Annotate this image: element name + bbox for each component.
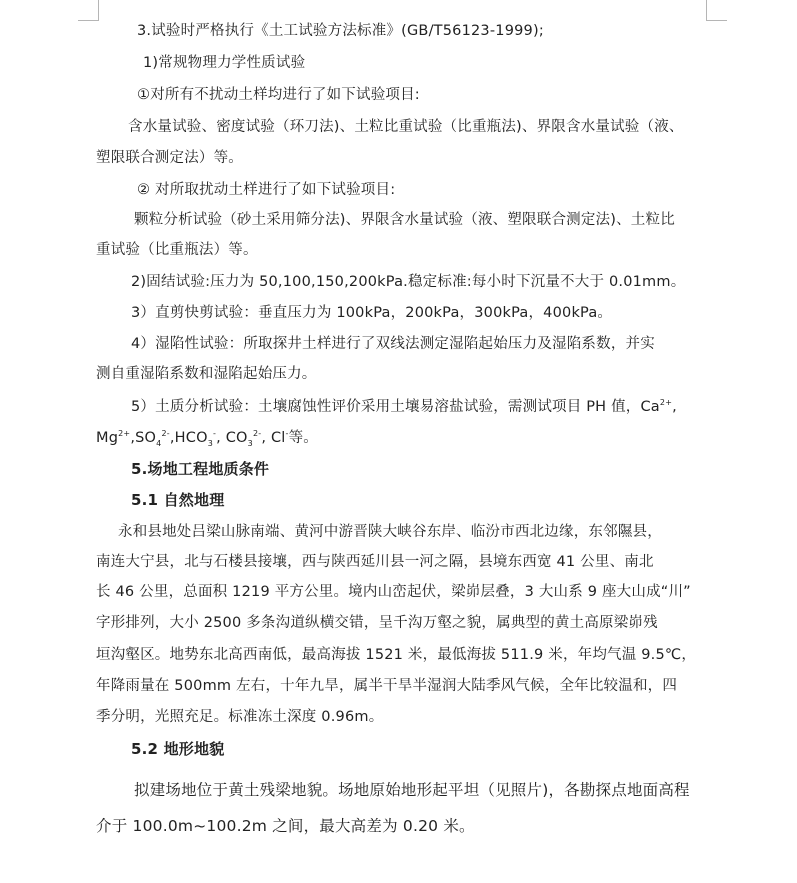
text-line: 永和县地处吕梁山脉南端、黄河中游晋陕大峡谷东岸、临汾市西北边缘，东邻隰县， xyxy=(118,524,662,540)
text-line: 季分明，光照充足。标准冻土深度 0.96m。 xyxy=(96,709,384,725)
page-corner-mark-right xyxy=(706,0,727,21)
text-line: 垣沟壑区。地势东北高西南低，最高海拔 1521 米，最低海拔 511.9 米，年均气温 9.5℃， xyxy=(96,647,697,663)
text-line: 5）土质分析试验：土壤腐蚀性评价采用土壤易溶盐试验，需测试项目 PH 值，$Ca^{2+}$, xyxy=(131,398,677,415)
superscript: 2+ xyxy=(659,398,673,408)
subscript: 4 xyxy=(156,438,162,448)
superscript: 2- xyxy=(252,429,262,439)
text-line: 南连大宁县，北与石楼县接壤，西与陕西延川县一河之隔，县境东西宽 41 公里、南北 xyxy=(96,554,654,570)
subscript: 3 xyxy=(207,438,213,448)
text-segment: Mg xyxy=(96,430,119,446)
text-line: 重试验（比重瓶法）等。 xyxy=(96,242,258,258)
text-segment: 等。 xyxy=(288,430,319,446)
text-segment: 5）土质分析试验：土壤腐蚀性评价采用土壤易溶盐试验，需测试项目 PH 值，Ca xyxy=(131,399,660,415)
text-line: 测自重湿陷系数和湿陷起始压力。 xyxy=(96,366,317,382)
subsection-heading: 5.2 地形地貌 xyxy=(131,740,225,758)
superscript: - xyxy=(285,429,289,439)
subscript: 3 xyxy=(247,438,253,448)
text-segment: , CO xyxy=(216,430,248,446)
ion-formula-line xyxy=(96,428,716,448)
section-heading: 5.场地工程地质条件 xyxy=(131,460,270,478)
text-line: 介于 100.0m~100.2m 之间，最大高差为 0.20 米。 xyxy=(96,817,475,835)
page-corner-mark-left xyxy=(78,0,99,21)
superscript: 2+ xyxy=(118,429,131,439)
text-line: 塑限联合测定法）等。 xyxy=(96,150,243,166)
superscript: 2- xyxy=(161,429,170,439)
text-line: ①对所有不扰动土样均进行了如下试验项目: xyxy=(137,87,420,103)
subsection-heading: 5.1 自然地理 xyxy=(131,491,225,509)
text-line: 2)固结试验:压力为 50,100,150,200kPa.稳定标准:每小时下沉量不大于 0.01mm。 xyxy=(131,274,686,290)
text-line: 含水量试验、密度试验（环刀法)、土粒比重试验（比重瓶法)、界限含水量试验（液、 xyxy=(128,119,684,135)
text-segment: ,SO xyxy=(130,430,157,446)
text-line: 长 46 公里，总面积 1219 平方公里。境内山峦起伏，梁峁层叠，3 大山系 9 座大山成“川” xyxy=(96,584,691,600)
text-line: 3）直剪快剪试验：垂直压力为 100kPa，200kPa，300kPa，400kPa。 xyxy=(131,305,613,321)
text-line: 4）湿陷性试验：所取探井土样进行了双线法测定湿陷起始压力及湿陷系数，并实 xyxy=(131,336,655,352)
text-segment: ,HCO xyxy=(169,430,208,446)
text-line: 拟建场地位于黄土残梁地貌。场地原始地形起平坦（见照片)，各勘探点地面高程 xyxy=(134,781,690,799)
text-line: ② 对所取扰动土样进行了如下试验项目: xyxy=(137,182,396,198)
text-line: 3.试验时严格执行《土工试验方法标准》(GB/T56123-1999); xyxy=(137,23,544,39)
text-line: 颗粒分析试验（砂土采用筛分法)、界限含水量试验（液、塑限联合测定法)、土粒比 xyxy=(134,212,675,228)
superscript: - xyxy=(213,429,217,439)
text-line: 年降雨量在 500mm 左右，十年九旱，属半干旱半湿润大陆季风气候，全年比较温和，四 xyxy=(96,678,678,694)
text-line: 1)常规物理力学性质试验 xyxy=(143,55,306,71)
text-segment: , Cl xyxy=(261,430,286,446)
text-line: 字形排列，大小 2500 多条沟道纵横交错，呈千沟万壑之貌，属典型的黄土高原梁峁残 xyxy=(96,615,658,631)
